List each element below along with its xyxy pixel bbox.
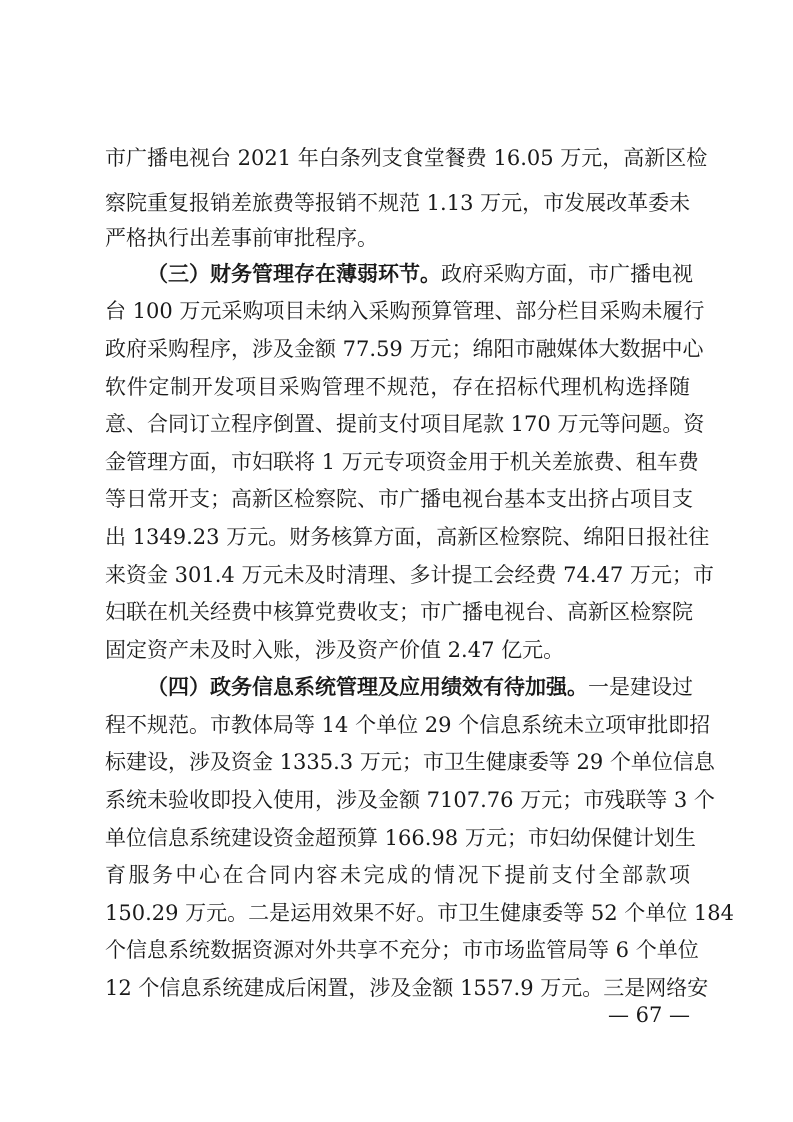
text-line: 察院重复报销差旅费等报销不规范 1.13 万元，市发展改革委未 xyxy=(105,191,691,215)
text-line: 系统未验收即投入使用，涉及金额 7107.76 万元；市残联等 3 个 xyxy=(105,788,715,812)
text-line: 12 个信息系统建成后闲置，涉及金额 1557.9 万元。三是网络安 xyxy=(105,976,709,1000)
text-line: 妇联在机关经费中核算党费收支；市广播电视台、高新区检察院 xyxy=(105,600,693,624)
text-run: 政府采购方面，市广播电视 xyxy=(441,262,693,286)
text-line: 程不规范。市教体局等 14 个单位 29 个信息系统未立项审批即招 xyxy=(105,713,711,737)
paragraph-first-line xyxy=(147,668,693,706)
text-line: 软件定制开发项目采购管理不规范，存在招标代理机构选择随 xyxy=(105,375,690,399)
text-line: 育服务中心在合同内容未完成的情况下提前支付全部款项 xyxy=(105,863,690,887)
text-line: 150.29 万元。二是运用效果不好。市卫生健康委等 52 个单位 184 xyxy=(105,901,734,925)
text-line: 等日常开支；高新区检察院、市广播电视台基本支出挤占项目支 xyxy=(105,487,693,511)
text-line: 政府采购程序，涉及金额 77.59 万元；绵阳市融媒体大数据中心 xyxy=(105,337,704,361)
paragraph-first-line xyxy=(147,255,693,293)
text-line: 个信息系统数据资源对外共享不充分；市市场监管局等 6 个单位 xyxy=(105,938,699,962)
text-line: 固定资产未及时入账，涉及资产价值 2.47 亿元。 xyxy=(105,638,565,662)
text-line: 台 100 万元采购项目未纳入采购预算管理、部分栏目采购未履行 xyxy=(105,299,705,323)
text-line: 严格执行出差事前审批程序。 xyxy=(105,226,378,250)
text-line: 金管理方面，市妇联将 1 万元专项资金用于机关差旅费、租车费 xyxy=(105,450,699,474)
section-heading: （四）政务信息系统管理及应用绩效有待加强。 xyxy=(147,675,588,699)
text-line: 标建设，涉及资金 1335.3 万元；市卫生健康委等 29 个单位信息 xyxy=(105,750,715,774)
text-line: 单位信息系统建设资金超预算 166.98 万元；市妇幼保健计划生 xyxy=(105,826,696,850)
section-heading: （三）财务管理存在薄弱环节。 xyxy=(147,262,441,286)
text-line: 来资金 301.4 万元未及时清理、多计提工会经费 74.47 万元；市 xyxy=(105,563,714,587)
text-line: 市广播电视台 2021 年白条列支食堂餐费 16.05 万元，高新区检 xyxy=(105,146,708,170)
text-line: 出 1349.23 万元。财务核算方面，高新区检察院、绵阳日报社往 xyxy=(105,525,710,549)
text-run: 一是建设过 xyxy=(588,675,693,699)
text-line: 意、合同订立程序倒置、提前支付项目尾款 170 万元等问题。资 xyxy=(105,412,705,436)
page-number: — 67 — xyxy=(607,1003,691,1027)
